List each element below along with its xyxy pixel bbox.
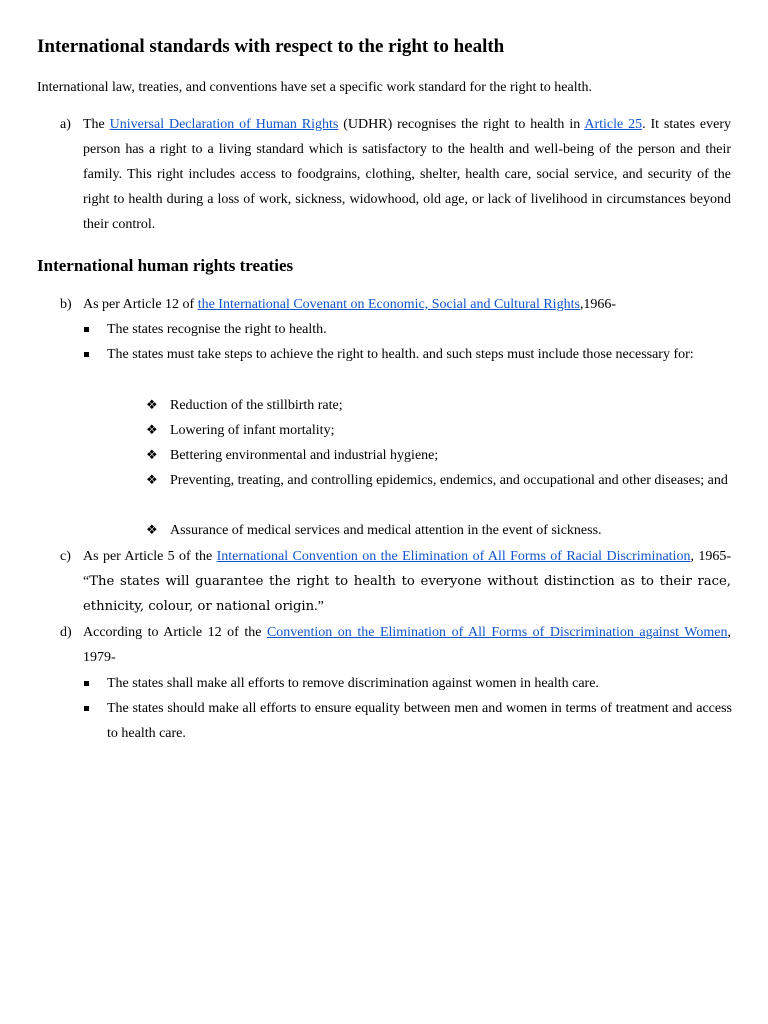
- intro-paragraph: International law, treaties, and conventions have set a specific work standard for the right to health.: [37, 80, 593, 95]
- item-c-text: [83, 544, 731, 619]
- list-marker-d: d): [60, 625, 72, 640]
- sub-bullet-text: Lowering of infant mortality;: [170, 423, 335, 438]
- bullet-text: The states must take steps to achieve the right to health. and such steps must include those necessary for:: [107, 347, 694, 362]
- item-b-text-pre: As per Article 12 of: [83, 297, 198, 312]
- icerd-link[interactable]: International Convention on the Elimination of All Forms of Racial Discrimination: [216, 549, 691, 564]
- list-marker-c: c): [60, 549, 71, 564]
- item-b-text: [83, 292, 731, 317]
- item-c-quote: The states will guarantee the right to health to everyone without distinction as to their race, ethnicity, colour, or national origin: [83, 574, 731, 614]
- item-d-text-post: , 1979-: [83, 625, 731, 665]
- square-bullet-icon: [84, 352, 89, 357]
- list-bullet: [84, 317, 732, 342]
- document-title: International standards with respect to the right to health: [37, 36, 505, 57]
- list-bullet: [84, 342, 732, 367]
- section-heading: International human rights treaties: [37, 256, 294, 275]
- four-diamond-bullet-icon: ❖: [146, 523, 158, 538]
- sub-bullet-text: Bettering environmental and industrial hygiene;: [170, 448, 439, 463]
- bullet-text: The states should make all efforts to ensure equality between men and women in terms of treatment and access to health care.: [107, 701, 732, 741]
- four-diamond-bullet-icon: ❖: [146, 448, 158, 463]
- list-marker-a: a): [60, 117, 71, 132]
- bullet-text: The states shall make all efforts to remove discrimination against women in health care.: [107, 676, 599, 691]
- square-bullet-icon: [84, 327, 89, 332]
- four-diamond-bullet-icon: ❖: [146, 398, 158, 413]
- item-d-text: [83, 620, 731, 670]
- square-bullet-icon: [84, 681, 89, 686]
- item-d-text-pre: According to Article 12 of the: [83, 625, 267, 640]
- list-bullet: [84, 696, 732, 746]
- item-a-text-mid: (UDHR) recognises the right to health in: [338, 117, 585, 132]
- sub-bullet: [146, 443, 732, 468]
- sub-bullet: [146, 418, 732, 443]
- list-marker-b: b): [60, 297, 72, 312]
- item-a-text-pre: The: [83, 117, 110, 132]
- four-diamond-bullet-icon: ❖: [146, 473, 158, 488]
- square-bullet-icon: [84, 706, 89, 711]
- bullet-text: The states recognise the right to health.: [107, 322, 327, 337]
- sub-bullet-text: Reduction of the stillbirth rate;: [170, 398, 343, 413]
- item-b-text-post: ,1966-: [579, 297, 617, 312]
- item-a-text: [83, 112, 731, 237]
- item-c-text-pre: As per Article 5 of the: [83, 549, 217, 564]
- cedaw-link[interactable]: Convention on the Elimination of All Forms of Discrimination against Women: [266, 625, 728, 640]
- sub-bullet: [146, 393, 732, 418]
- article-25-link[interactable]: Article 25: [584, 117, 643, 132]
- list-bullet: [84, 671, 732, 696]
- four-diamond-bullet-icon: ❖: [146, 423, 158, 438]
- sub-bullet: [146, 468, 732, 493]
- sub-bullet: [146, 518, 732, 543]
- sub-bullet-text: Preventing, treating, and controlling epidemics, endemics, and occupational and other diseases; and: [170, 473, 728, 488]
- item-c-text-mid: , 1965- “: [83, 549, 731, 589]
- sub-bullet-text: Assurance of medical services and medical attention in the event of sickness.: [170, 523, 602, 538]
- icescr-link[interactable]: the International Covenant on Economic, Social and Cultural Rights: [197, 297, 580, 312]
- item-a-text-post: . It states every person has a right to a living standard which is satisfactory to the health and well-being of the person and their family. This right includes access to foodgrains, clothing, shelter, health care, social service, and security of the right to health during a loss of work, sickness, widowhood, old age, or lack of livelihood in circumstances beyond their control.: [83, 117, 732, 232]
- item-c-text-post: .”: [314, 599, 324, 614]
- udhr-link[interactable]: Universal Declaration of Human Rights: [109, 117, 339, 132]
